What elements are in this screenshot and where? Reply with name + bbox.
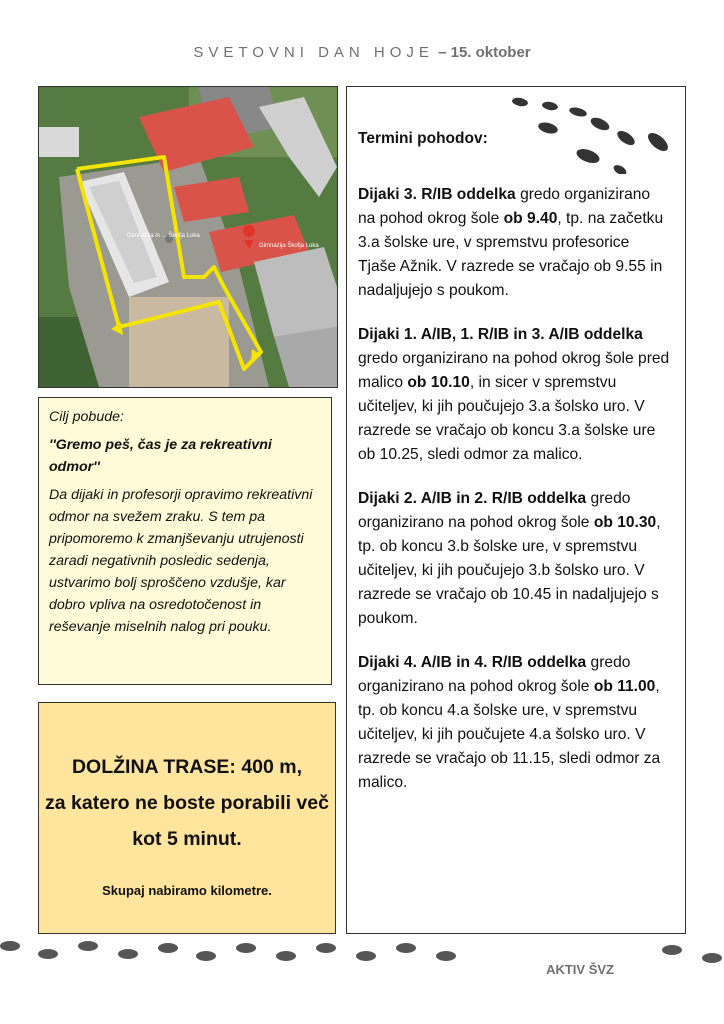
schedule-group: Dijaki 1. A/IB, 1. R/IB in 3. A/IB oddelka [358,326,643,343]
schedule-item: Dijaki 3. R/IB oddelka gredo organizirano na pohod okrog šole ob 9.40, tp. na začetku 3.a šolske ure, v spremstvu profesorice Tjaše Ažnik. V razrede se vračajo ob 9.55 in nadaljujejo s poukom. [358,186,664,299]
footer-signature: AKTIV ŠVZ [546,962,614,977]
goal-slogan: ''Gremo peš, čas je za rekreativni odmor'' [49,437,272,475]
route-map [38,86,338,388]
route-length-box [38,702,336,934]
footprints-icon [508,94,678,174]
goal-box [38,397,332,685]
goal-heading: Cilj pobude: [49,409,124,425]
schedule-time: ob 10.10 [407,374,470,391]
slogan-note: Skupaj nabiramo kilometre. [102,883,272,898]
footprints-border-icon [0,936,724,976]
schedule-group: Dijaki 3. R/IB oddelka [358,186,516,203]
schedule-group: Dijaki 2. A/IB in 2. R/IB oddelka [358,490,587,507]
route-length: DOLŽINA TRASE: 400 m, [71,756,303,778]
goal-text: Da dijaki in profesorji opravimo rekreativni odmor na svežem zraku. S tem pa pripomoremo k zmanjševanju utrujenosti zaradi negativnih posledic sedenja, ustvarimo bolj sproščeno vzdušje, kar dobro vpliva na osredotočenost in reševanje miselnih nalog pri pouku. [49,487,313,635]
header-title: SVETOVNI DAN HOJE [193,44,434,61]
schedule-time: ob 11.00 [593,678,656,695]
schedule-item: Dijaki 2. A/IB in 2. R/IB oddelka gredo organizirano na pohod okrog šole ob 10.30, tp. ob koncu 3.b šolske ure, v spremstvu učiteljev, ki jih poučujejo 3.b šolsko uro. V razrede se vračajo ob 10.45 in nadaljujejo s poukom. [358,490,661,627]
schedule-time: ob 10.30 [593,514,657,531]
schedule-box [346,86,686,934]
schedule-group: Dijaki 4. A/IB in 4. R/IB oddelka [358,654,587,671]
schedule-time: ob 9.40 [503,210,558,227]
page-header [0,44,724,61]
map-label-other: Gimnazija in ... Škofja Loka [127,233,200,239]
schedule-item: Dijaki 4. A/IB in 4. R/IB oddelka gredo organizirano na pohod okrog šole ob 11.00, tp. ob koncu 4.a šolske ure, v spremstvu učiteljev, ki jih poučujete 4.a šolsko uro. V razrede se vračajo ob 11.15, sledi odmor za malico. [358,654,661,791]
schedule-heading: Termini pohodov: [358,130,488,147]
schedule-item: Dijaki 1. A/IB, 1. R/IB in 3. A/IB oddelka gredo organizirano na pohod okrog šole pred malico ob 10.10, in sicer v spremstvu učiteljev, ki jih poučujejo 3.a šolsko uro. V razrede se vračajo ob koncu 3.a šolske ure ob 10.25, sledi odmor za malico. [358,326,670,463]
route-duration: za katero ne boste porabili več kot 5 minut. [45,792,329,850]
header-date: – 15. oktober [438,44,531,61]
map-label-school: Gimnazija Škofja Loka [259,243,319,249]
